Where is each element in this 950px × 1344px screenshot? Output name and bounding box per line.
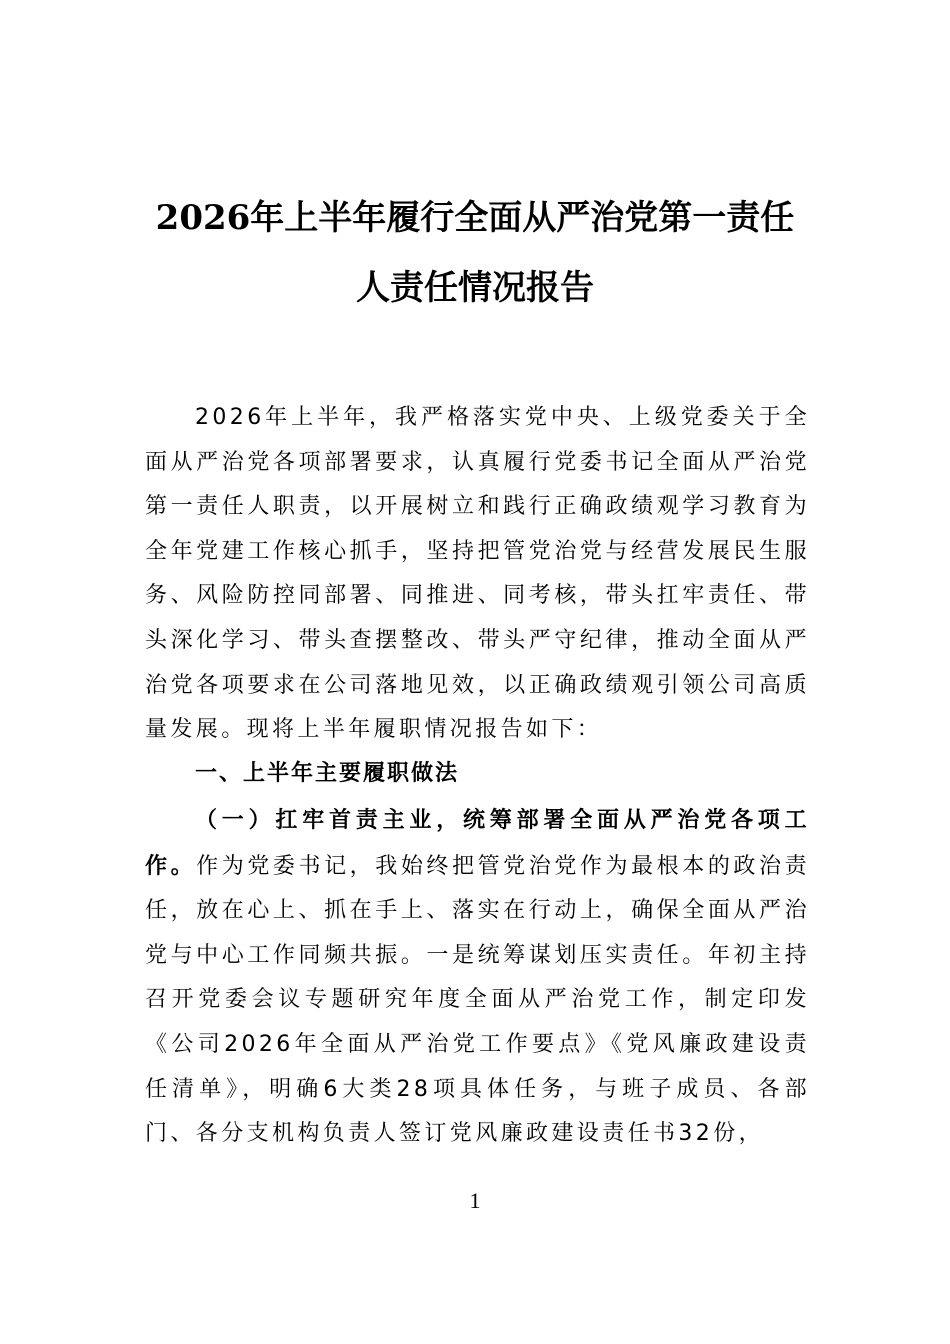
document-title-line-2: 人责任情况报告: [356, 268, 594, 308]
intro-paragraph: 2026年上半年，我严格落实党中央、上级党委关于全面从严治党各项部署要求，认真履行党委书记全面从严治党第一责任人职责，以开展树立和践行正确政绩观学习教育为全年党建工作核心抓手，坚持把管党治党与经营发展民生服务、风险防控同部署、同推进、同考核，带头扛牢责任、带头深化学习、带头查摆整改、带头严守纪律，推动全面从严治党各项要求在公司落地见效，以正确政绩观引领公司高质量发展。现将上半年履职情况报告如下：: [145, 405, 810, 743]
page-number: 1: [469, 1188, 481, 1213]
document-title-line-1: 2026年上半年履行全面从严治党第一责任: [155, 198, 795, 238]
subsection-paragraph: [145, 798, 810, 1157]
subsection-heading: （一）扛牢首责主业，统筹部署全面从严治党各项工作。: [145, 807, 810, 879]
subsection-body: 作为党委书记，我始终把管党治党作为最根本的政治责任，放在心上、抓在手上、落实在行动上，确保全面从严治党与中心工作同频共振。一是统筹谋划压实责任。年初主持召开党委会议专题研究年度全面从严治党工作，制定印发《公司2026年全面从严治党工作要点》《党风廉政建设责任清单》，明确6大类28项具体任务，与班子成员、各部门、各分支机构负责人签订党风廉政建设责任书32份，: [145, 853, 810, 1147]
section-heading: 一、上半年主要履职做法: [195, 761, 460, 786]
